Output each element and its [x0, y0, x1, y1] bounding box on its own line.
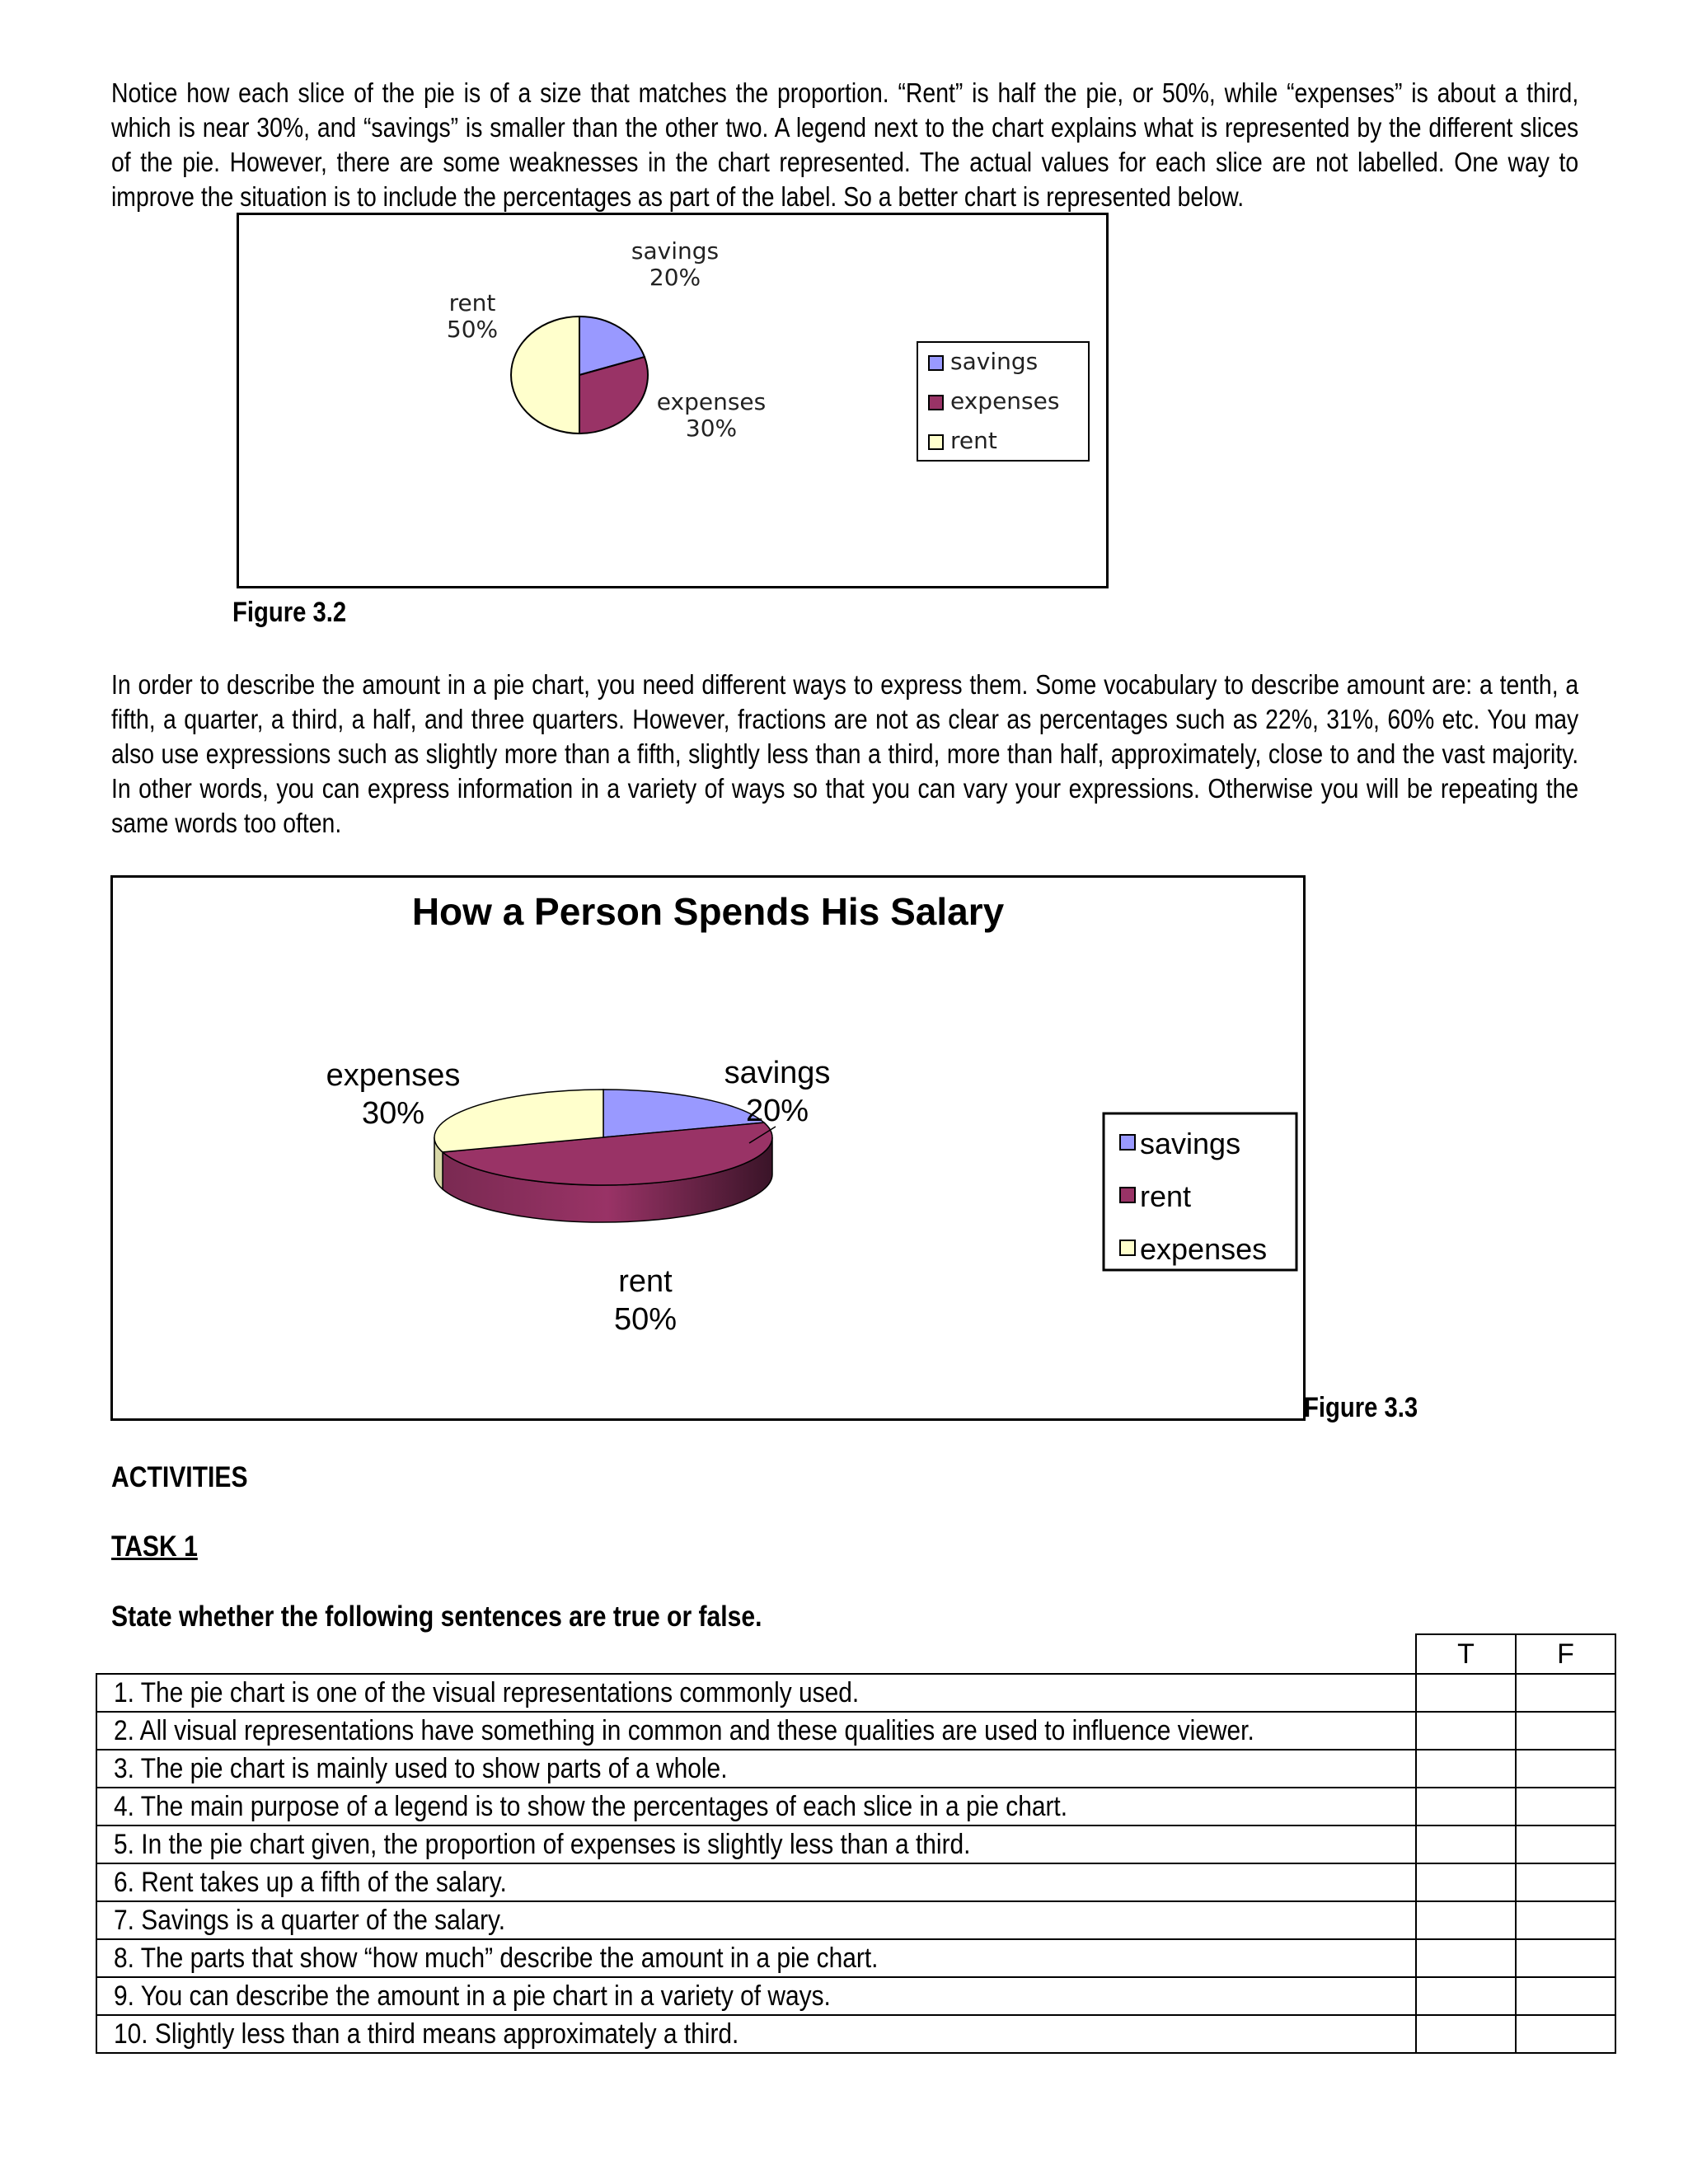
answer-false-cell[interactable] — [1516, 1939, 1615, 1977]
statement-text: 8. The parts that show “how much” describe the amount in a pie chart. — [114, 1942, 879, 1974]
legend-label-rent: rent — [1140, 1179, 1192, 1213]
intro-paragraph: Notice how each slice of the pie is of a size that matches the proportion. “Rent” is half the pie, or 50%, while “expenses” is about a third, which is near 30%, and “savings” is smaller than the other two. A legend next to the chart explains what is represented by the different slices of the pie. However, there are some weaknesses in the chart represented. The actual values for each slice are not labelled. One way to improve the situation is to include the percentages as part of the label. So a better chart is represented below. — [111, 77, 1579, 212]
pie-chart-figure-3-2 — [237, 213, 1109, 588]
legend-label-expenses: expenses — [1140, 1232, 1268, 1266]
statement-cell — [96, 1825, 1416, 1863]
activities-heading: ACTIVITIES — [111, 1461, 248, 1493]
legend-label-expenses: expenses — [950, 387, 1060, 415]
task-heading: TASK 1 — [111, 1530, 198, 1563]
table-row — [96, 1939, 1615, 1977]
figure-caption-3-3: Figure 3.3 — [1304, 1392, 1418, 1423]
answer-true-cell[interactable] — [1416, 1939, 1516, 1977]
statement-cell — [96, 1674, 1416, 1712]
table-row — [96, 2015, 1615, 2053]
table-row — [96, 1863, 1615, 1901]
answer-true-cell[interactable] — [1416, 1825, 1516, 1863]
figure-caption-3-2: Figure 3.2 — [232, 597, 347, 628]
answer-true-cell[interactable] — [1416, 1712, 1516, 1750]
slice-percent-rent: 50% — [446, 316, 499, 343]
slice-label-savings: savings — [724, 1056, 831, 1090]
answer-true-cell[interactable] — [1416, 1788, 1516, 1825]
chart-legend — [1104, 1113, 1296, 1270]
chart-title: How a Person Spends His Salary — [411, 890, 1005, 933]
table-row — [96, 1674, 1615, 1712]
answer-true-cell[interactable] — [1416, 1863, 1516, 1901]
column-header-true: T — [1416, 1634, 1516, 1674]
answer-false-cell[interactable] — [1516, 1977, 1615, 2015]
statement-text: 9. You can describe the amount in a pie chart in a variety of ways. — [114, 1980, 831, 2012]
table-row — [96, 1750, 1615, 1788]
legend-swatch-rent — [929, 435, 943, 449]
legend-label-savings: savings — [1140, 1127, 1241, 1160]
statement-text: 3. The pie chart is mainly used to show parts of a whole. — [114, 1752, 728, 1784]
legend-label-rent: rent — [950, 427, 997, 454]
answer-false-cell[interactable] — [1516, 1712, 1615, 1750]
answer-true-cell[interactable] — [1416, 1901, 1516, 1939]
answer-false-cell[interactable] — [1516, 2015, 1615, 2053]
statement-text: 2. All visual representations have something in common and these qualities are used to influence viewer. — [114, 1714, 1254, 1746]
slice-percent-expenses: 30% — [685, 415, 738, 442]
statement-cell — [96, 1712, 1416, 1750]
legend-swatch-expenses — [929, 396, 943, 410]
pie-chart-3d — [113, 878, 1303, 1418]
legend-swatch-rent — [1120, 1188, 1135, 1202]
legend-swatch-expenses — [1120, 1240, 1135, 1255]
slice-percent-savings: 20% — [745, 1094, 809, 1128]
statement-text: 1. The pie chart is one of the visual representations commonly used. — [114, 1676, 860, 1708]
legend-label-savings: savings — [950, 348, 1039, 375]
answer-false-cell[interactable] — [1516, 1863, 1615, 1901]
task-instruction: State whether the following sentences are true or false. — [111, 1601, 762, 1633]
slice-percent-rent: 50% — [613, 1302, 678, 1337]
statement-cell — [96, 2015, 1416, 2053]
slice-percent-expenses: 30% — [361, 1096, 425, 1131]
statement-text: 7. Savings is a quarter of the salary. — [114, 1904, 506, 1936]
answer-false-cell[interactable] — [1516, 1825, 1615, 1863]
statement-cell — [96, 1939, 1416, 1977]
table-row — [96, 1977, 1615, 2015]
statement-text: 10. Slightly less than a third means approximately a third. — [114, 2018, 739, 2050]
answer-false-cell[interactable] — [1516, 1788, 1615, 1825]
answer-true-cell[interactable] — [1416, 1674, 1516, 1712]
statement-text: 5. In the pie chart given, the proportion of expenses is slightly less than a third. — [114, 1828, 971, 1860]
answer-false-cell[interactable] — [1516, 1901, 1615, 1939]
slice-label-savings: savings — [631, 237, 720, 265]
slice-label-expenses: expenses — [656, 388, 767, 415]
pie-slice-rent — [511, 316, 579, 434]
statement-cell — [96, 1977, 1416, 2015]
statement-cell — [96, 1901, 1416, 1939]
column-header-false: F — [1516, 1634, 1615, 1674]
answer-false-cell[interactable] — [1516, 1674, 1615, 1712]
true-false-table — [96, 1633, 1616, 2054]
legend-swatch-savings — [929, 356, 943, 370]
table-row — [96, 1825, 1615, 1863]
statement-text: 6. Rent takes up a fifth of the salary. — [114, 1866, 507, 1898]
chart-legend — [917, 342, 1089, 461]
slice-label-rent: rent — [618, 1264, 673, 1299]
header-blank-cell — [96, 1634, 1416, 1674]
pie-chart-2d — [239, 215, 1106, 586]
statement-text: 4. The main purpose of a legend is to show the percentages of each slice in a pie chart. — [114, 1790, 1068, 1822]
statement-cell — [96, 1750, 1416, 1788]
vocabulary-paragraph: In order to describe the amount in a pie chart, you need different ways to express them. Some vocabulary to describe amount are: a tenth, a fifth, a quarter, a third, a half, and three quarters. However, fractions are not as clear as percentages such as 22%, 31%, 60% etc. You may also use expressions such as slightly more than a fifth, slightly less than a third, more than half, approximately, close to and the vast majority. In other words, you can express information in a variety of ways so that you can vary your expressions. Otherwise you will be repeating the same words too often. — [111, 669, 1579, 838]
answer-false-cell[interactable] — [1516, 1750, 1615, 1788]
answer-true-cell[interactable] — [1416, 2015, 1516, 2053]
table-row — [96, 1712, 1615, 1750]
slice-label-rent: rent — [448, 289, 496, 316]
table-header-row — [96, 1634, 1615, 1674]
statement-cell — [96, 1863, 1416, 1901]
slice-percent-savings: 20% — [649, 264, 701, 291]
slice-label-expenses: expenses — [326, 1058, 461, 1093]
pie-chart-figure-3-3 — [110, 875, 1306, 1421]
answer-true-cell[interactable] — [1416, 1750, 1516, 1788]
table-row — [96, 1788, 1615, 1825]
table-row — [96, 1901, 1615, 1939]
statement-cell — [96, 1788, 1416, 1825]
legend-swatch-savings — [1120, 1135, 1135, 1150]
answer-true-cell[interactable] — [1416, 1977, 1516, 2015]
